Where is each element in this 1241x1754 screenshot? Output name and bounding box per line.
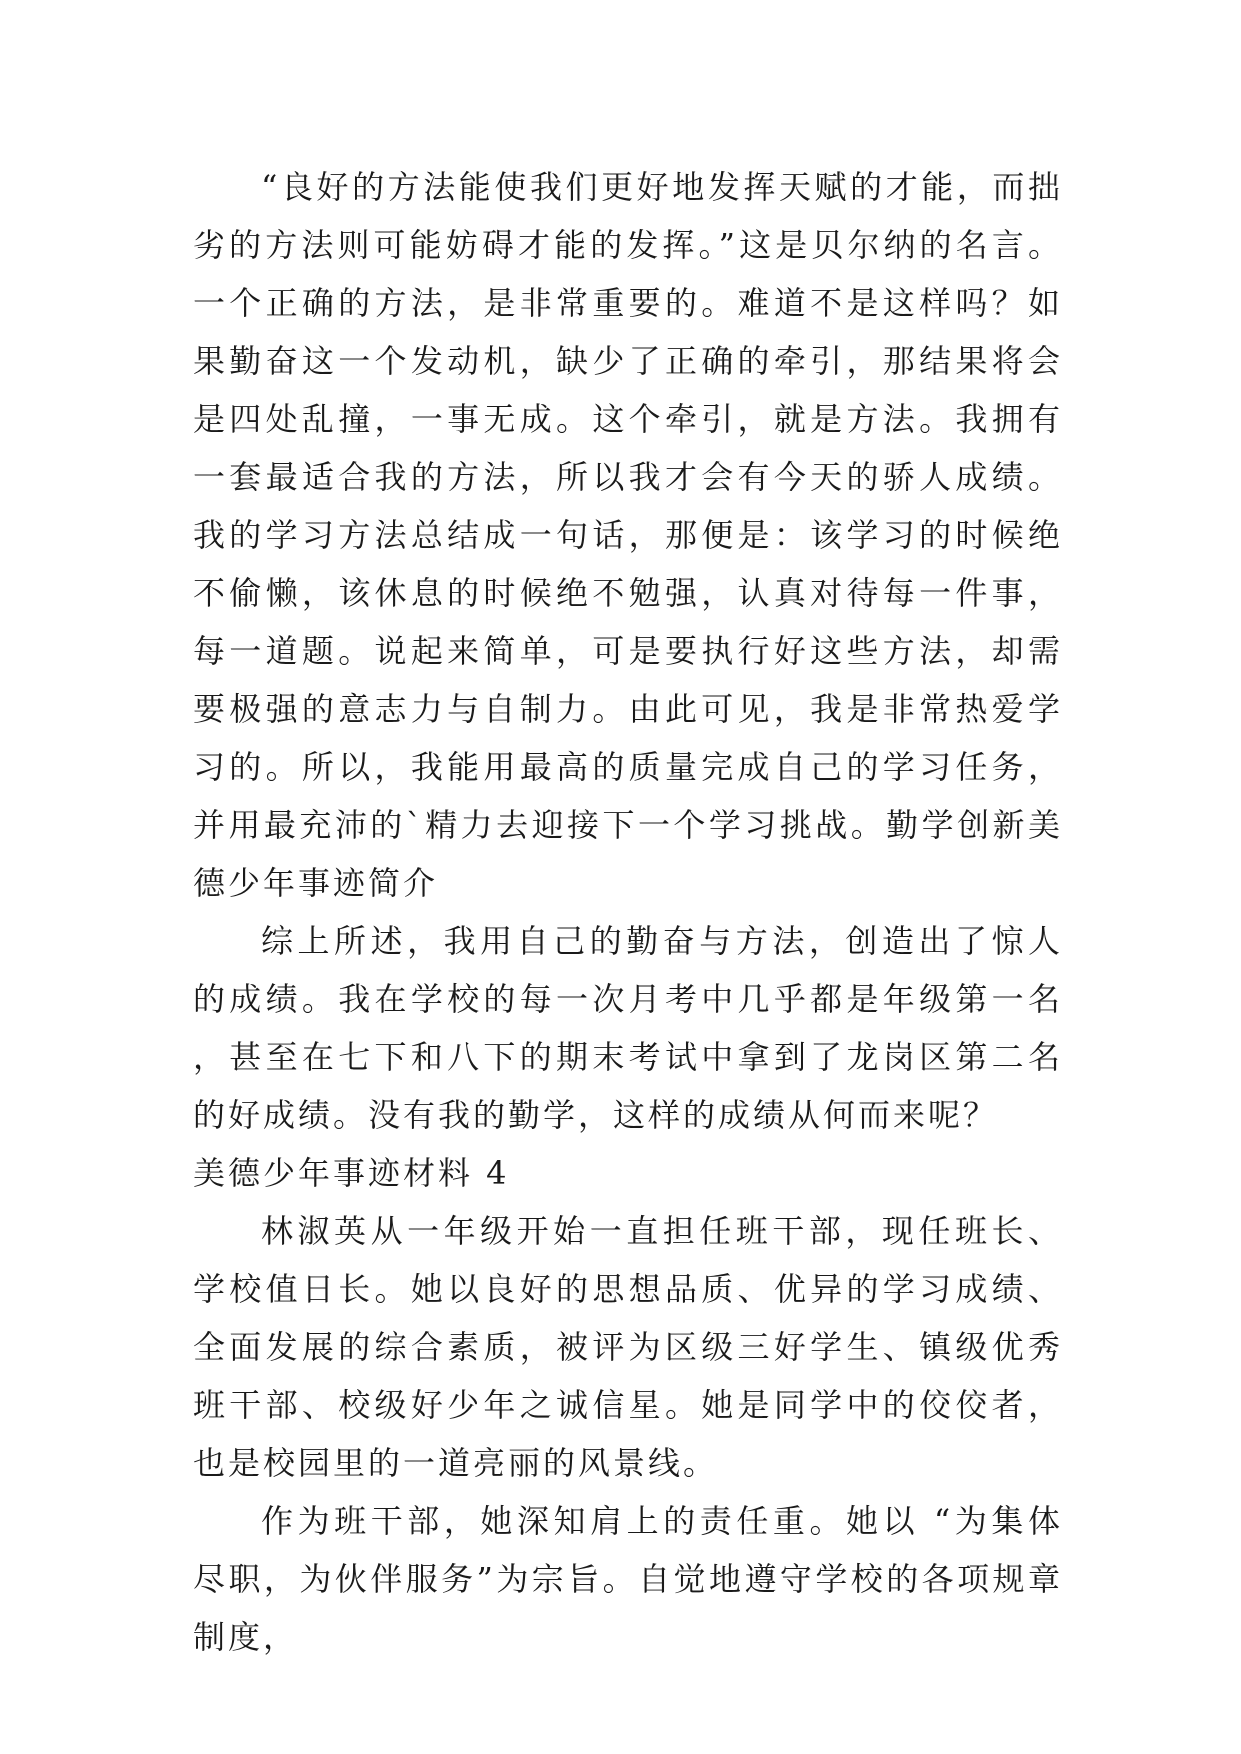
paragraph-lin-shuying-intro: 林淑英从一年级开始一直担任班干部，现任班长、学校值日长。她以良好的思想品质、优异的学习成绩、全面发展的综合素质，被评为区级三好学生、镇级优秀班干部、校级好少年之诚信星。她是同学中的佼佼者，也是校园里的一道亮丽的风景线。 <box>193 1212 1063 1482</box>
paragraph-summary: 综上所述，我用自己的勤奋与方法，创造出了惊人的成绩。我在学校的每一次月考中几乎都是年级第一名，甚至在七下和八下的期末考试中拿到了龙岗区第二名的好成绩。没有我的勤学，这样的成绩从何而来呢？ <box>193 922 1063 1134</box>
section-heading: 美德少年事迹材料 4 <box>193 1154 510 1192</box>
paragraph-study-method: “良好的方法能使我们更好地发挥天赋的才能，而拙劣的方法则可能妨碍才能的发挥。”这是贝尔纳的名言。一个正确的方法，是非常重要的。难道不是这样吗？如果勤奋这一个发动机，缺少了正确的牵引，那结果将会是四处乱撞，一事无成。这个牵引，就是方法。我拥有一套最适合我的方法，所以我才会有今天的骄人成绩。我的学习方法总结成一句话，那便是：该学习的时候绝不偷懒，该休息的时候绝不勉强，认真对待每一件事，每一道题。说起来简单，可是要执行好这些方法，却需要极强的意志力与自制力。由此可见，我是非常热爱学习的。所以，我能用最高的质量完成自己的学习任务，并用最充沛的`精力去迎接下一个学习挑战。勤学创新美德少年事迹简介 <box>193 168 1063 902</box>
paragraph-class-cadre: 作为班干部，她深知肩上的责任重。她以 “为集体尽职，为伙伴服务”为宗旨。自觉地遵守学校的各项规章制度， <box>193 1502 1063 1656</box>
document-body <box>193 158 1063 1666</box>
